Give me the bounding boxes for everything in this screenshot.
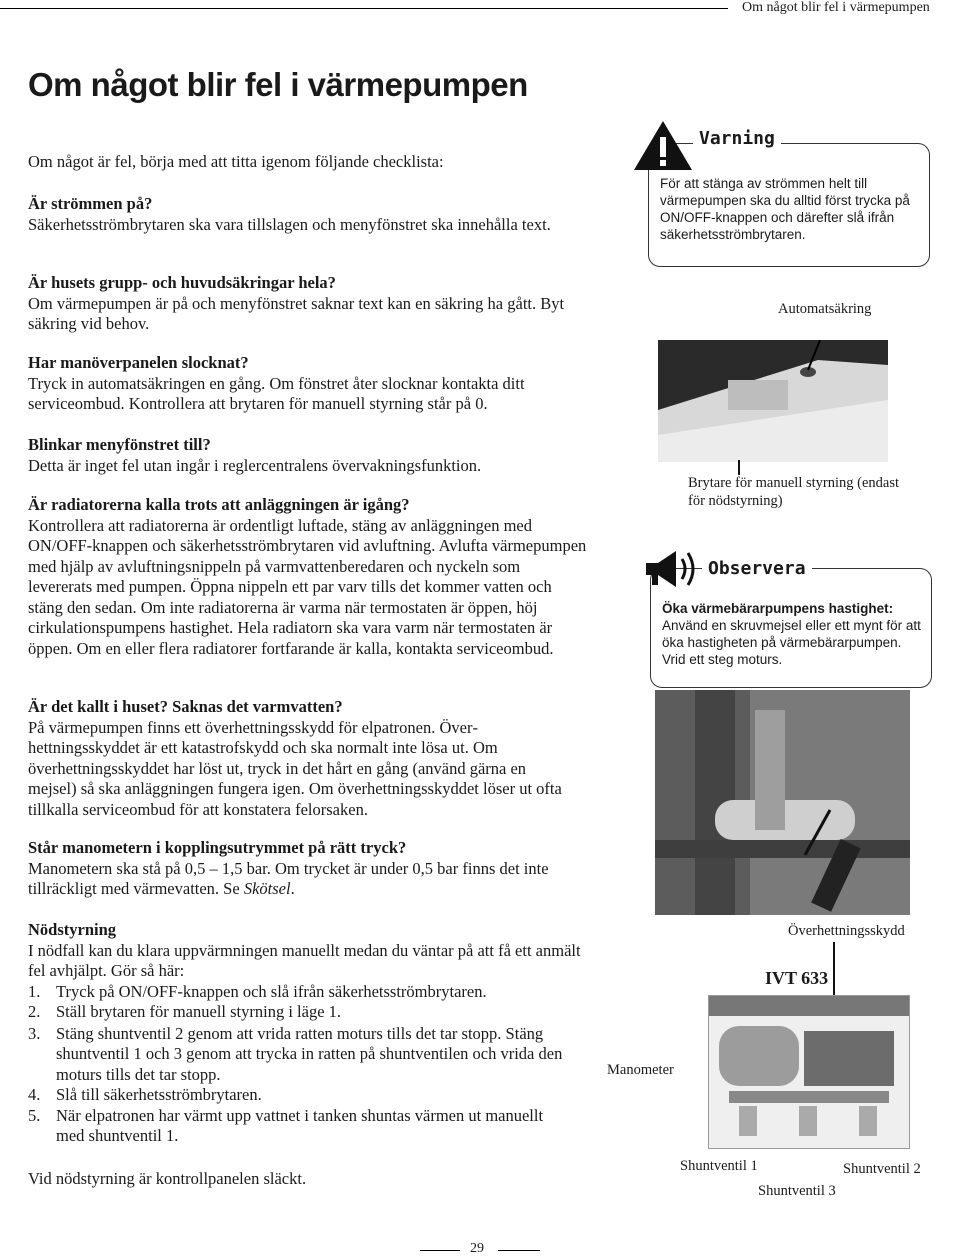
page-title: Om något blir fel i värmepumpen [28, 66, 528, 103]
section-heading: Är radiatorerna kalla trots att anläggningen är igång? [28, 495, 410, 514]
header-rule [0, 8, 728, 9]
megaphone-icon [640, 545, 700, 593]
nodstyrning-footer: Vid nödstyrning är kontrollpanelen släckt. [28, 1169, 307, 1188]
section-body: På värmepumpen finns ett överhettningsskydd för elpatronen. Överhettningsskyddet är ett katastrofskydd och ska normalt inte lösa ut. Om överhettningsskyddet har löst ut, tryck in det hårt en gång (använd gärna en mejsel) så ska anläggningen fungera igen. Om överhettningsskyddet löser ut ofta tillkalla serviceombud för att konstatera felorsaken. [28, 717, 562, 819]
footer-rule-left [420, 1250, 460, 1251]
section-heading: Är strömmen på? [28, 194, 153, 213]
section-blinkar [28, 435, 613, 476]
model-label: IVT 633 [765, 968, 829, 988]
label-overhettningsskydd: Överhettningsskydd [788, 923, 905, 939]
label-manometer: Manometer [607, 1062, 674, 1078]
section-kallt [28, 697, 613, 820]
section-heading: Är husets grupp- och huvudsäkringar hela? [28, 273, 336, 292]
section-body: Manometern ska stå på 0,5 – 1,5 bar. Om trycket är under 0,5 bar finns det inte tillräckligt med värmevatten. Se Skötsel. [28, 858, 549, 898]
section-heading: Är det kallt i huset? Saknas det varmvatten? [28, 697, 343, 716]
page-number: 29 [470, 1241, 484, 1256]
note-heading: Öka värmebärarpumpens hastighet: [662, 601, 894, 616]
pointer-line [833, 942, 835, 997]
label-shunt2: Shuntventil 2 [843, 1161, 921, 1177]
unit-photo [708, 995, 910, 1149]
section-manometer [28, 838, 613, 900]
unit-drawing [709, 996, 909, 1148]
section-body: Säkerhetsströmbrytaren ska vara tillslagen och menyfönstret ska innehålla text. [28, 214, 551, 234]
running-title: Om något blir fel i värmepumpen [742, 0, 930, 15]
section-radiatorer [28, 495, 613, 659]
section-heading: Står manometern i kopplingsutrymmet på rätt tryck? [28, 838, 407, 857]
warning-text: För att stänga av strömmen helt till värmepumpen ska du alltid först trycka på ON/OFF-knappen och därefter slå ifrån säkerhetsströmbrytaren. [660, 176, 910, 242]
control-panel-drawing [658, 340, 888, 462]
section-body: Detta är inget fel utan ingår i reglercentralens övervakningsfunktion. [28, 455, 482, 475]
label-brytare: Brytare för manuell styrning (endast för nödstyrning) [688, 475, 899, 509]
note-title: Observera [702, 558, 812, 579]
section-body: Tryck in automatsäkringen en gång. Om fönstret åter slocknar kontakta ditt serviceombud. Kontrollera att brytaren för manuell styrning står på 0. [28, 373, 525, 413]
list-item: 2. Ställ brytaren för manuell styrning i läge 1. [28, 1002, 342, 1021]
warning-title: Varning [693, 128, 781, 149]
footer-rule-right [498, 1250, 540, 1251]
section-sakringar [28, 273, 613, 335]
label-automatsakring: Automatsäkring [778, 301, 872, 317]
pipes-drawing [655, 690, 910, 915]
list-item: 1. Tryck på ON/OFF-knappen och slå ifrån säkerhetsströmbrytaren. [28, 981, 487, 1001]
section-heading: Nödstyrning [28, 920, 117, 939]
intro-text: Om något är fel, börja med att titta igenom följande checklista: [28, 152, 444, 171]
section-body: Om värmepumpen är på och menyfönstret saknar text kan en säkring ha gått. Byt säkring vid behov. [28, 293, 565, 333]
note-content [662, 600, 924, 668]
section-strom [28, 194, 613, 235]
skotsel-reference: Skötsel [243, 879, 291, 898]
section-manoverpanel [28, 353, 613, 415]
label-shunt3: Shuntventil 3 [758, 1183, 836, 1199]
section-body: I nödfall kan du klara uppvärmningen manuellt medan du väntar på att få ett anmält fel avhjälpt. Gör så här: [28, 940, 581, 980]
list-item: 5. När elpatronen har värmt upp vattnet i tanken shuntas värmen ut manuellt med shuntventil 1. [28, 1105, 544, 1145]
pipes-photo [655, 690, 910, 915]
section-heading: Blinkar menyfönstret till? [28, 435, 211, 454]
section-heading: Har manöverpanelen slocknat? [28, 353, 249, 372]
pointer-line [738, 460, 740, 475]
section-nodstyrning [28, 920, 613, 1147]
label-shunt1: Shuntventil 1 [680, 1158, 758, 1174]
list-item: 4. Slå till säkerhetsströmbrytaren. [28, 1085, 262, 1104]
steps-list [28, 982, 573, 1147]
note-text: Använd en skruvmejsel eller ett mynt för att öka hastigheten på värmebärarpumpen. Vrid ett steg moturs. [662, 618, 921, 667]
list-item: 3. Stäng shuntventil 2 genom att vrida ratten moturs tills det tar stopp. Stäng shuntventil 1 och 3 genom att trycka in ratten på shuntventilen och vrida den moturs tills det tar stopp. [28, 1023, 563, 1084]
checklist-intro [28, 152, 613, 173]
section-body: Kontrollera att radiatorerna är ordentligt luftade, stäng av anläggningen med ON/OFF-knappen och säkerhetsströmbrytaren vid avluftning. Avlufta värmepumpen med hjälp av avluftningsnippeln på varmvattenberedaren och nyckeln som levererats med pumpen. Öppna nippeln ett par varv tills det kommer vatten och stäng den sedan. Om inte radiatorerna är varma när termostaten är öppen, höj cirkulationspumpens hastighet. Hela radiatorn ska vara varm när termostaten är öppen. Om en eller flera radiatorer fortfarande är kalla, kontakta serviceombud. [28, 515, 587, 658]
control-panel-photo [658, 340, 888, 462]
warning-triangle-icon [632, 118, 694, 172]
